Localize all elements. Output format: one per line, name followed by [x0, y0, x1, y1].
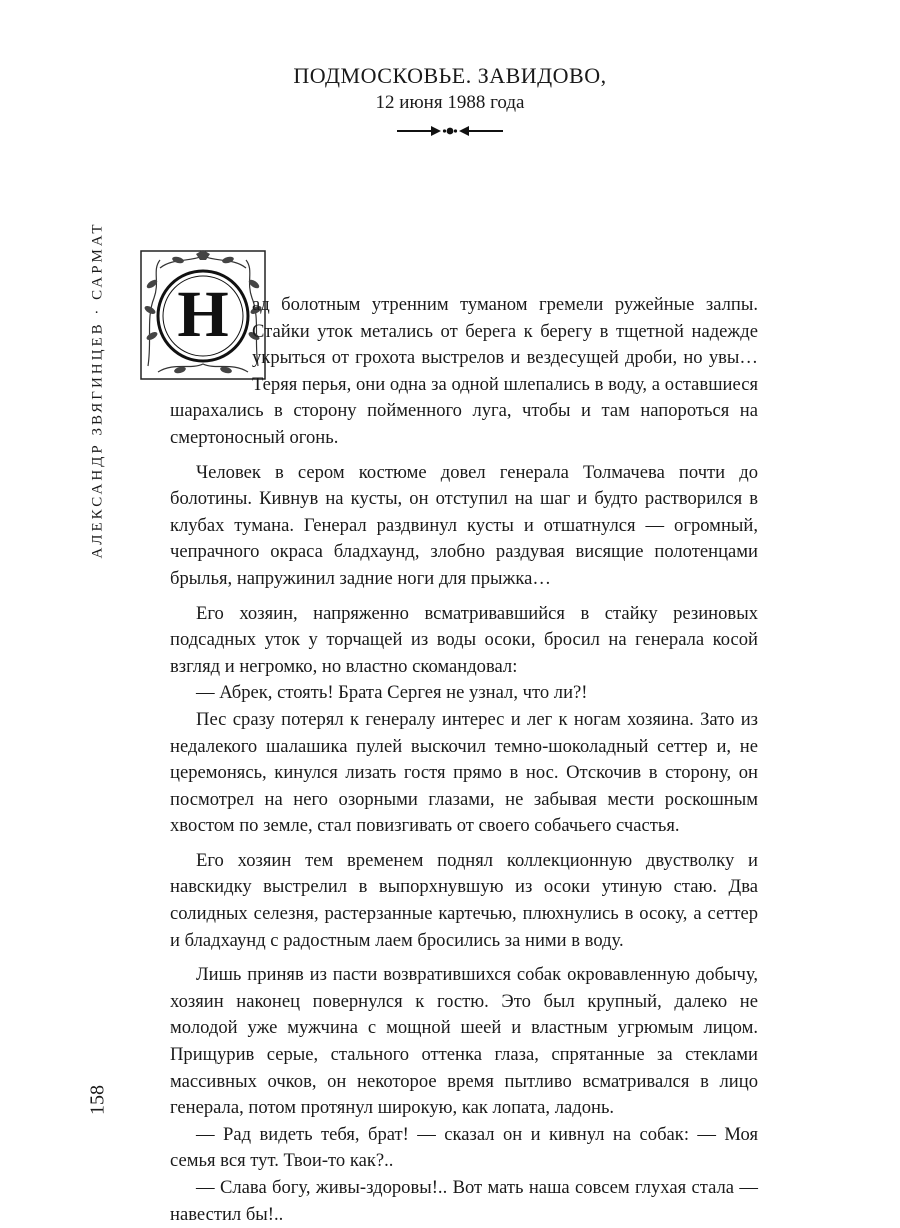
paragraph: Его хозяин, напряженно всматривавшийся в стайку резиновых подсадных уток у торчащей из воды осоки, бросил на генерала косой взгляд и негромко, но властно скомандовал:: [170, 602, 758, 677]
chapter-heading: [170, 62, 730, 138]
body-text: [170, 292, 758, 1228]
page-number: [78, 1060, 118, 1140]
paragraph: — Слава богу, живы-здоровы!.. Вот мать наша совсем глухая стала — навестил бы!..: [170, 1177, 758, 1225]
paragraph: — Абрек, стоять! Брата Сергея не узнал, что ли?!: [196, 682, 588, 704]
paragraph: Пес сразу потерял к генералу интерес и лег к ногам хозяина. Зато из недалекого шалашика пулей выскочил темно-шоколадный сеттер и, не церемонясь, кинулся лизать гостя прямо в нос. Отскочив в сторону, он посмотрел на него озорными глазами, не забывая мести роскошным хвостом по земле, стал повизгивать от своего собачьего счастья.: [170, 708, 758, 837]
paragraph: Человек в сером костюме довел генерала Толмачева почти до болотины. Кивнув на кусты, он отступил на шаг и будто растворился в клубах тумана. Генерал раздвинул кусты и отшатнулся — огромный, чепрачного окраса бладхаунд, злобно раздувая висящие полотенцами брылья, напружинил задние ноги для прыжка…: [170, 461, 758, 589]
running-head: [78, 70, 118, 710]
page-number-text: 158: [86, 1085, 109, 1115]
paragraph: [170, 292, 758, 452]
paragraph: Лишь приняв из пасти возвратившихся собак окровавленную добычу, хозяин наконец повернулся к гостю. Это был крупный, далеко не молодой уже мужчина с мощной шеей и властным угрюмым лицом. Прищурив серые, стального оттенка глаза, спрятанные за стеклами массивных очков, он некоторое время пытливо всматривался в лицо генерала, потом протянул широкую, как лопата, ладонь.: [170, 964, 758, 1119]
paragraph: Его хозяин тем временем поднял коллекционную двустволку и навскидку выстрелил в выпорхнувшую из осоки утиную стаю. Два солидных селезня, растерзанные картечью, плюхнулись в осоку, а сеттер и бладхаунд с радостным лаем бросились за ними в воду.: [170, 849, 758, 951]
heading-date: 12 июня 1988 года: [375, 92, 525, 113]
paragraph: — Рад видеть тебя, брат! — сказал он и кивнул на собак: — Моя семья вся тут. Твои-то как?..: [170, 1123, 758, 1172]
ornament-divider: [395, 124, 505, 138]
paragraph-text: ад болотным утренним туманом гремели ружейные залпы. Стайки уток метались от берега к берегу в тщетной надежде укрыться от грохота выстрелов и вездесущей дроби, но увы… Теряя перья, они одна за одной шлепались в воду, а оставшиеся шарахались в сторону пойменного луга, чтобы и там напороться на смертоносный огонь.: [170, 294, 758, 448]
drop-cap-letter: Н: [177, 278, 229, 351]
running-head-text: АЛЕКСАНДР ЗВЯГИНЦЕВ · САРМАТ: [89, 221, 106, 559]
drop-cap-space: [138, 284, 252, 390]
heading-place: ПОДМОСКОВЬЕ. ЗАВИДОВО,: [293, 63, 607, 88]
